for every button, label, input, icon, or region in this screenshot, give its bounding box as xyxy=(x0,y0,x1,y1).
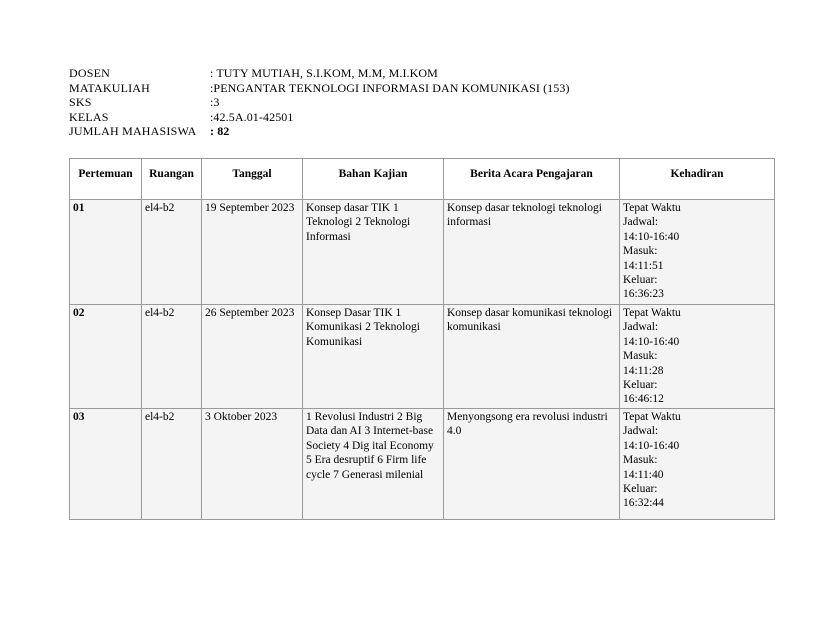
info-label: MATAKULIAH xyxy=(69,80,151,95)
info-row xyxy=(69,81,570,96)
cell-ruangan: el4-b2 xyxy=(142,409,202,520)
info-row xyxy=(69,124,570,139)
kehadiran-line: Keluar: xyxy=(623,379,658,392)
kehadiran-line: 16:46:12 xyxy=(623,393,664,406)
attendance-table xyxy=(69,158,775,520)
info-value: :42.5A.01-42501 xyxy=(210,109,294,124)
col-header-bahan-kajian: Bahan Kajian xyxy=(303,159,444,200)
col-header-kehadiran: Kehadiran xyxy=(620,159,775,200)
cell-kehadiran xyxy=(620,305,775,409)
col-header-tanggal: Tanggal xyxy=(202,159,303,200)
col-header-pertemuan: Pertemuan xyxy=(70,159,142,200)
info-row xyxy=(69,110,570,125)
cell-tanggal: 19 September 2023 xyxy=(202,200,303,305)
kehadiran-line: Masuk: xyxy=(623,350,658,363)
info-value: :3 xyxy=(210,95,220,110)
info-value: : 82 xyxy=(210,124,230,139)
kehadiran-line: 14:11:40 xyxy=(623,468,664,481)
kehadiran-line: Jadwal: xyxy=(623,216,659,229)
cell-berita-acara: Menyongsong era revolusi industri 4.0 xyxy=(444,409,620,520)
cell-ruangan: el4-b2 xyxy=(142,305,202,409)
col-header-ruangan: Ruangan xyxy=(142,159,202,200)
cell-bahan-kajian: Konsep dasar TIK 1 Teknologi 2 Teknologi Informasi xyxy=(303,200,444,305)
kehadiran-line: Tepat Waktu xyxy=(623,202,681,214)
cell-ruangan: el4-b2 xyxy=(142,200,202,305)
cell-kehadiran xyxy=(620,200,775,305)
cell-bahan-kajian: 1 Revolusi Industri 2 Big Data dan AI 3 Internet-base Society 4 Dig ital Economy 5 Era desruptif 6 Firm life cycle 7 Generasi milenial xyxy=(303,409,444,520)
kehadiran-line: 14:10-16:40 xyxy=(623,230,680,243)
cell-tanggal: 26 September 2023 xyxy=(202,305,303,409)
kehadiran-line: 14:10-16:40 xyxy=(623,439,680,452)
kehadiran-line: 16:36:23 xyxy=(623,288,664,301)
info-row xyxy=(69,66,570,81)
table-row xyxy=(70,305,775,409)
kehadiran-line: Masuk: xyxy=(623,245,658,258)
table-row xyxy=(70,409,775,520)
cell-pertemuan: 02 xyxy=(70,305,142,409)
info-value: :PENGANTAR TEKNOLOGI INFORMASI DAN KOMUNIKASI (153) xyxy=(210,80,570,95)
cell-berita-acara: Konsep dasar teknologi teknologi informasi xyxy=(444,200,620,305)
kehadiran-line: Jadwal: xyxy=(623,321,659,334)
info-row xyxy=(69,95,570,110)
kehadiran-line: 14:11:28 xyxy=(623,364,664,377)
cell-kehadiran xyxy=(620,409,775,520)
course-info xyxy=(69,66,570,139)
cell-tanggal: 3 Oktober 2023 xyxy=(202,409,303,520)
kehadiran-line: 14:11:51 xyxy=(623,259,664,272)
kehadiran-line: 14:10-16:40 xyxy=(623,335,680,348)
table-header-row xyxy=(70,159,775,200)
info-label: DOSEN xyxy=(69,66,111,80)
kehadiran-line: Tepat Waktu xyxy=(623,307,681,319)
kehadiran-line: 16:32:44 xyxy=(623,497,664,510)
kehadiran-line: Keluar: xyxy=(623,274,658,287)
kehadiran-line: Jadwal: xyxy=(623,425,659,438)
kehadiran-line: Keluar: xyxy=(623,483,658,496)
info-value: : TUTY MUTIAH, S.I.KOM, M.M, M.I.KOM xyxy=(210,66,438,80)
cell-bahan-kajian: Konsep Dasar TIK 1 Komunikasi 2 Teknologi Komunikasi xyxy=(303,305,444,409)
cell-pertemuan: 03 xyxy=(70,409,142,520)
kehadiran-line: Tepat Waktu xyxy=(623,411,681,423)
info-label: KELAS xyxy=(69,109,109,124)
info-label: SKS xyxy=(69,95,92,110)
cell-berita-acara: Konsep dasar komunikasi teknologi komunikasi xyxy=(444,305,620,409)
cell-pertemuan: 01 xyxy=(70,200,142,305)
info-label: JUMLAH MAHASISWA xyxy=(69,124,197,139)
kehadiran-line: Masuk: xyxy=(623,454,658,467)
table-row xyxy=(70,200,775,305)
col-header-berita-acara: Berita Acara Pengajaran xyxy=(444,159,620,200)
